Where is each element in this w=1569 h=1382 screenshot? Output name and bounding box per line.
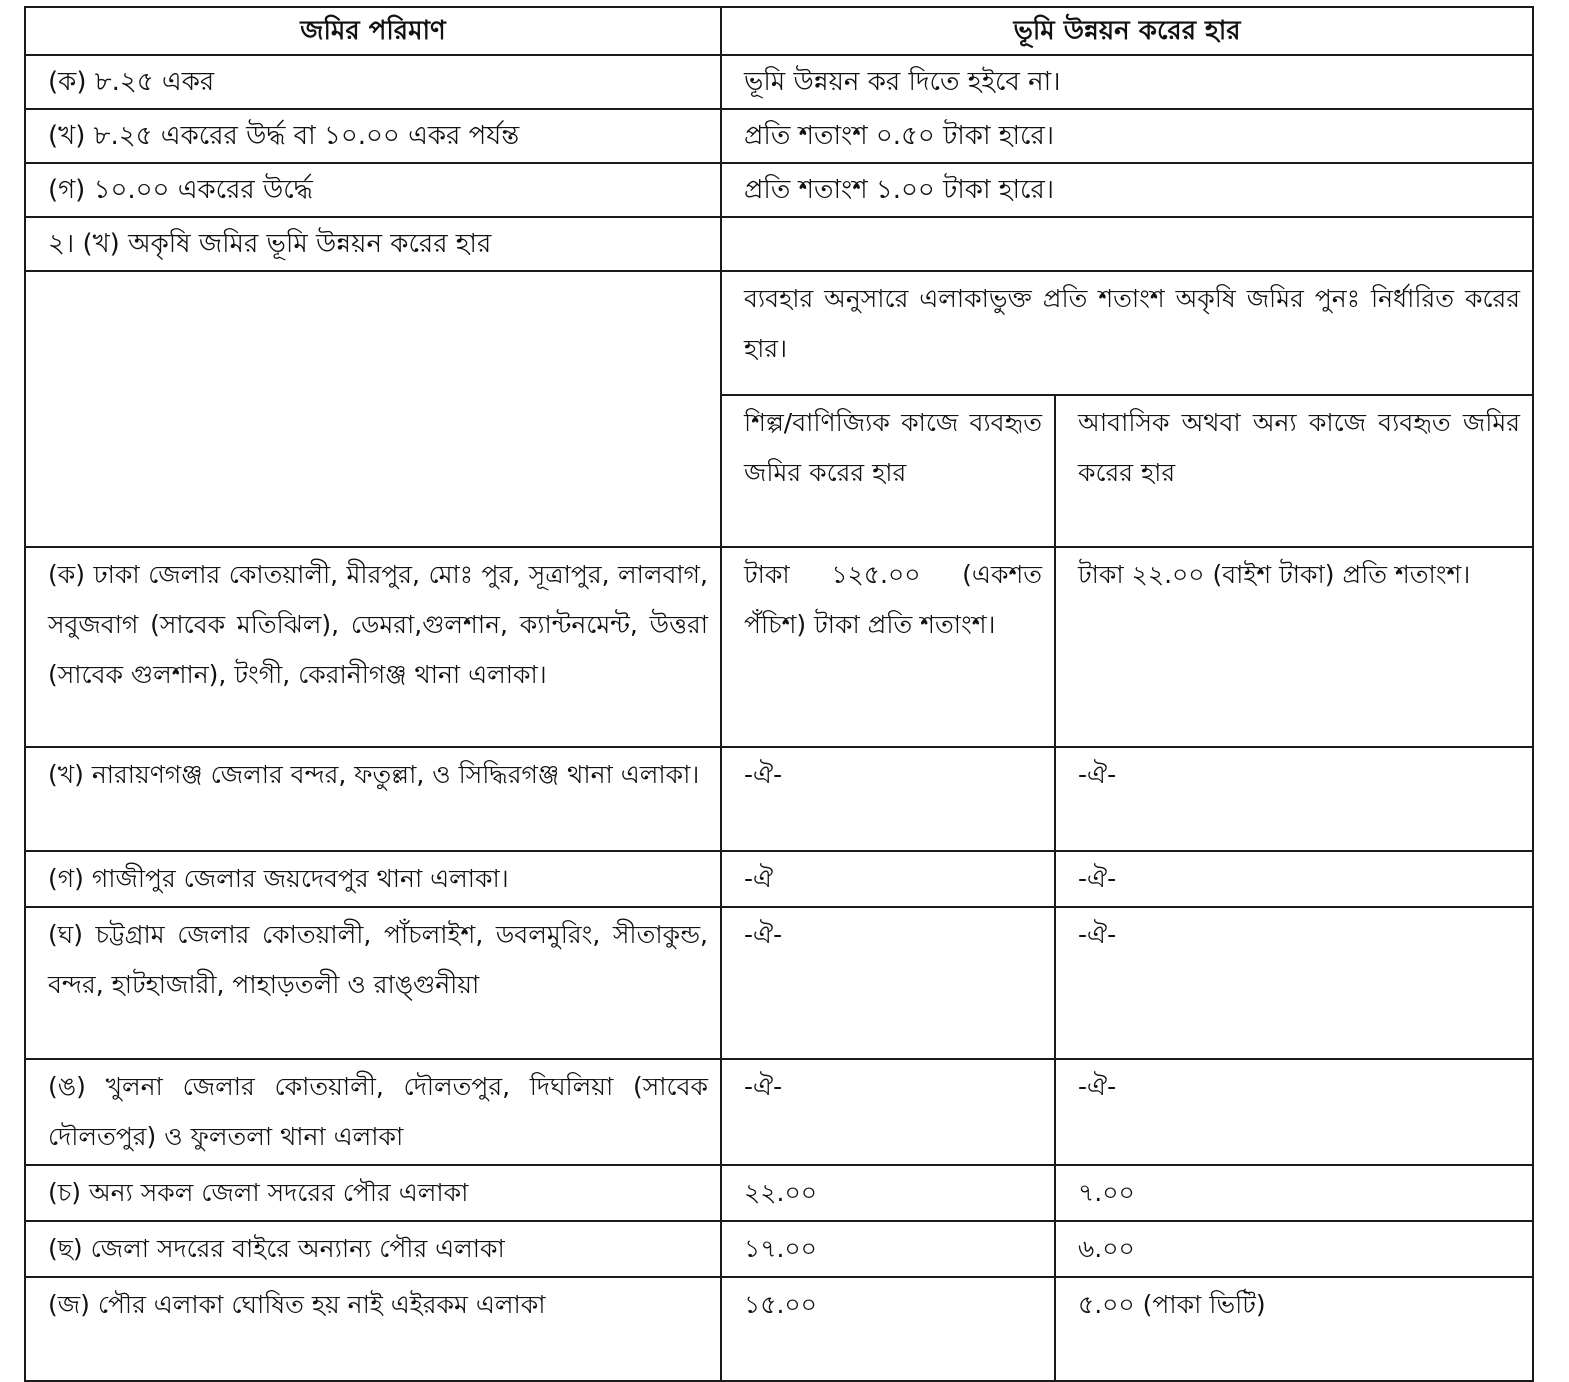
section-title: ২। (খ) অকৃষি জমির ভূমি উন্নয়ন করের হার <box>25 217 721 271</box>
section-title-row <box>25 217 1533 271</box>
nonagri-rate-heading: ব্যবহার অনুসারে এলাকাভুক্ত প্রতি শতাংশ অকৃষি জমির পুনঃ নির্ধারিত করের হার। <box>721 271 1533 395</box>
commercial-rate-cell: -ঐ- <box>721 907 1055 1059</box>
residential-heading: আবাসিক অথবা অন্য কাজে ব্যবহৃত জমির করের হার <box>1055 395 1533 547</box>
area-cell: (ঙ) খুলনা জেলার কোতয়ালী, দৌলতপুর, দিঘলিয়া (সাবেক দৌলতপুর) ও ফুলতলা থানা এলাকা <box>25 1059 721 1165</box>
rate-cell: ভূমি উন্নয়ন কর দিতে হইবে না। <box>721 55 1533 109</box>
table-header-row <box>25 7 1533 55</box>
area-cell: (ঘ) চট্টগ্রাম জেলার কোতয়ালী, পাঁচলাইশ, ডবলমুরিং, সীতাকুন্ড, বন্দর, হাটহাজারী, পাহাড়তলী ও রাঙ্গুনীয়া <box>25 907 721 1059</box>
area-cell: (চ) অন্য সকল জেলা সদরের পৌর এলাকা <box>25 1165 721 1221</box>
area-cell: (খ) ৮.২৫ একরের উর্দ্ধ বা ১০.০০ একর পর্যন্ত <box>25 109 721 163</box>
table-row <box>25 907 1533 1059</box>
table-row <box>25 1221 1533 1277</box>
table-row <box>25 851 1533 907</box>
commercial-rate-cell: ১৫.০০ <box>721 1277 1055 1381</box>
commercial-rate-cell: -ঐ <box>721 851 1055 907</box>
empty-cell <box>721 217 1533 271</box>
table-row <box>25 163 1533 217</box>
table-row <box>25 55 1533 109</box>
area-cell: (জ) পৌর এলাকা ঘোষিত হয় নাই এইরকম এলাকা <box>25 1277 721 1381</box>
table-row <box>25 1165 1533 1221</box>
residential-rate-cell: -ঐ- <box>1055 907 1533 1059</box>
area-cell: (গ) গাজীপুর জেলার জয়দেবপুর থানা এলাকা। <box>25 851 721 907</box>
area-cell: (ক) ঢাকা জেলার কোতয়ালী, মীরপুর, মোঃ পুর, সূত্রাপুর, লালবাগ, সবুজবাগ (সাবেক মতিঝিল), ডেমরা,গুলশান, ক্যান্টনমেন্ট, উত্তরা (সাবেক গুলশান), টংগী, কেরানীগঞ্জ থানা এলাকা। <box>25 547 721 747</box>
residential-rate-cell: ৬.০০ <box>1055 1221 1533 1277</box>
residential-rate-cell: -ঐ- <box>1055 1059 1533 1165</box>
area-cell: (খ) নারায়ণগঞ্জ জেলার বন্দর, ফতুল্লা, ও সিদ্ধিরগঞ্জ থানা এলাকা। <box>25 747 721 851</box>
table-row <box>25 547 1533 747</box>
table-row <box>25 109 1533 163</box>
area-cell: (ক) ৮.২৫ একর <box>25 55 721 109</box>
nonagri-header-row <box>25 271 1533 395</box>
rate-cell: প্রতি শতাংশ ০.৫০ টাকা হারে। <box>721 109 1533 163</box>
empty-cell <box>25 271 721 547</box>
residential-rate-cell: ৫.০০ (পাকা ভিটি) <box>1055 1277 1533 1381</box>
table-row <box>25 747 1533 851</box>
residential-rate-cell: ৭.০০ <box>1055 1165 1533 1221</box>
table-row <box>25 1277 1533 1381</box>
residential-rate-cell: -ঐ- <box>1055 747 1533 851</box>
residential-rate-cell: টাকা ২২.০০ (বাইশ টাকা) প্রতি শতাংশ। <box>1055 547 1533 747</box>
commercial-rate-cell: ২২.০০ <box>721 1165 1055 1221</box>
commercial-heading: শিল্প/বাণিজ্যিক কাজে ব্যবহৃত জমির করের হার <box>721 395 1055 547</box>
commercial-rate-cell: টাকা ১২৫.০০ (একশত পঁচিশ) টাকা প্রতি শতাংশ। <box>721 547 1055 747</box>
header-tax-rate: ভূমি উন্নয়ন করের হার <box>721 7 1533 55</box>
header-land-amount: জমির পরিমাণ <box>25 7 721 55</box>
area-cell: (ছ) জেলা সদরের বাইরে অন্যান্য পৌর এলাকা <box>25 1221 721 1277</box>
land-tax-table <box>24 6 1534 1382</box>
commercial-rate-cell: -ঐ- <box>721 1059 1055 1165</box>
commercial-rate-cell: ১৭.০০ <box>721 1221 1055 1277</box>
area-cell: (গ) ১০.০০ একরের উর্দ্ধে <box>25 163 721 217</box>
rate-cell: প্রতি শতাংশ ১.০০ টাকা হারে। <box>721 163 1533 217</box>
commercial-rate-cell: -ঐ- <box>721 747 1055 851</box>
table-row <box>25 1059 1533 1165</box>
residential-rate-cell: -ঐ- <box>1055 851 1533 907</box>
